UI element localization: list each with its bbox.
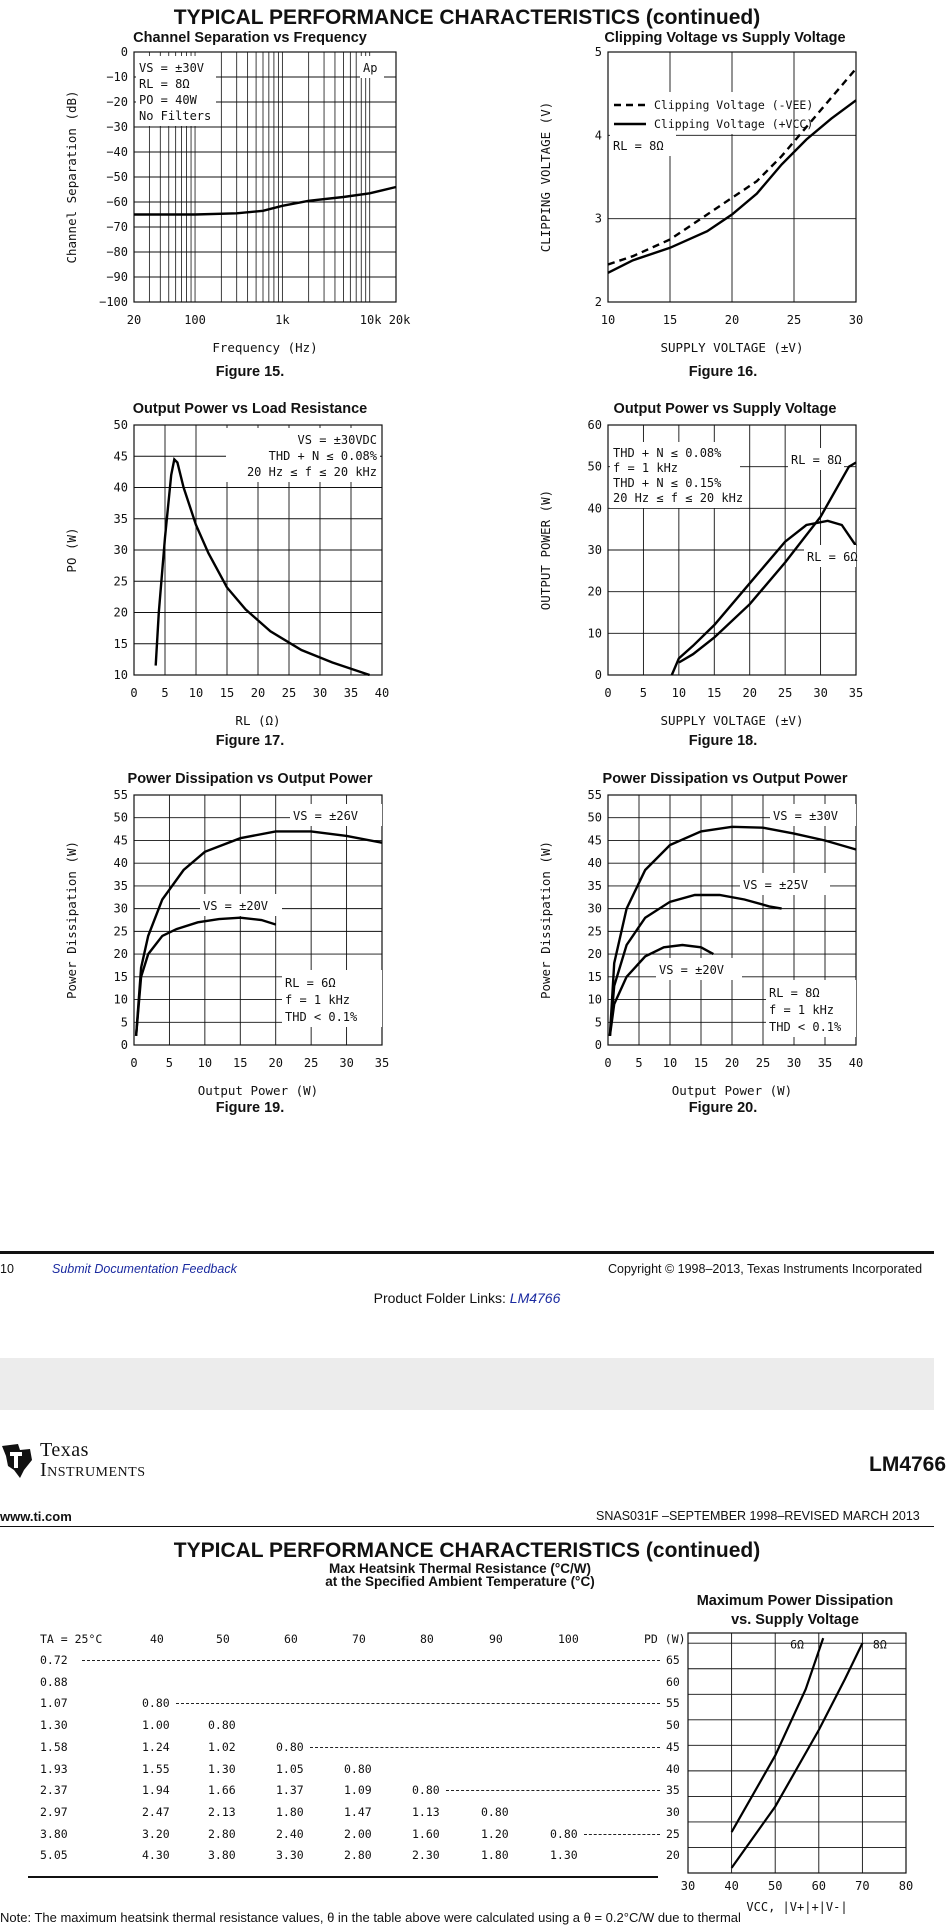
table-cell-pd: 60: [666, 1674, 680, 1689]
fig20-annotation: VS = ±30V: [773, 809, 839, 823]
table-cell: 1.47: [344, 1804, 372, 1819]
fig20-y-tick-label: 15: [587, 969, 602, 984]
fig15-y-tick-label: −30: [106, 120, 128, 134]
fig19-y-tick-label: 15: [113, 969, 128, 984]
fig19-annotation: VS = ±26V: [293, 809, 359, 823]
table-cell-pd: 40: [666, 1761, 680, 1776]
fig20-y-tick-label: 50: [587, 810, 602, 825]
fig19-y-tick-label: 5: [120, 1015, 128, 1030]
table-cell-ta25: 2.37: [40, 1783, 68, 1798]
fig18-annotation: THD + N ≤ 0.15%: [613, 476, 722, 490]
fig19-annotation: RL = 6Ω: [285, 976, 336, 990]
table-cell: 2.47: [142, 1804, 170, 1819]
fig20-annotation: VS = ±20V: [659, 963, 725, 977]
fig20-x-tick-label: 20: [724, 1056, 740, 1070]
fig18-y-tick-label: 40: [587, 501, 602, 516]
table-cell: 2.80: [344, 1848, 372, 1863]
fig19-x-tick-label: 35: [374, 1056, 390, 1070]
fig16-y-axis-label: CLIPPING VOLTAGE (V): [538, 101, 553, 253]
fig18-x-tick-label: 30: [813, 686, 828, 700]
fig16-annotation: RL = 8Ω: [613, 139, 664, 153]
table-cell-pd: 45: [666, 1739, 680, 1754]
fig18-x-tick-label: 35: [848, 686, 864, 700]
table-cell: 0.80: [412, 1783, 440, 1798]
fig18-x-tick-label: 10: [671, 686, 687, 700]
table-cell-pd: 30: [666, 1804, 680, 1819]
table-cell-ta25: 5.05: [40, 1848, 68, 1863]
fig17-x-tick-label: 30: [312, 686, 328, 700]
table-cell: 1.80: [481, 1848, 509, 1863]
table-cell: 2.13: [208, 1804, 236, 1819]
table-pd-header: PD (W): [644, 1632, 686, 1646]
table-cell-pd: 20: [666, 1848, 680, 1863]
fig15-y-axis-label: Channel Separation (dB): [64, 90, 79, 264]
fig18-y-tick-label: 20: [587, 584, 602, 599]
fig17-x-tick-label: 25: [281, 686, 297, 700]
product-folder-prefix: Product Folder Links:: [373, 1290, 510, 1306]
chart-title-fig19: Power Dissipation vs Output Power: [127, 771, 373, 787]
chart-title-fig18: Output Power vs Supply Voltage: [613, 401, 837, 417]
fig15-y-tick-label: −90: [106, 270, 128, 284]
figure-caption-19: Figure 19.: [215, 1100, 285, 1116]
fig18-x-axis-label: SUPPLY VOLTAGE (±V): [660, 713, 804, 728]
fig17-x-axis-label: RL (Ω): [235, 713, 281, 728]
fig19-x-tick-label: 15: [233, 1056, 248, 1070]
table-cell: 0.80: [344, 1761, 372, 1776]
fig20-y-tick-label: 45: [587, 833, 602, 848]
fig17-y-tick-label: 30: [113, 543, 128, 557]
side-chart-series-label: 8Ω: [872, 1637, 887, 1652]
fig20-annotation: VS = ±25V: [743, 878, 809, 892]
side-chart-series-line-1: [732, 1643, 863, 1868]
fig20-y-tick-label: 40: [587, 856, 602, 871]
table-cell: 1.02: [208, 1739, 236, 1754]
table-column-header: 60: [284, 1632, 298, 1646]
fig15-y-tick-label: −70: [106, 220, 128, 234]
fig15-x-tick-label: 1k: [275, 313, 290, 327]
table-cell-pd: 25: [666, 1826, 680, 1841]
table-cell: 1.05: [276, 1761, 304, 1776]
side-chart-x-tick-label: 30: [680, 1879, 696, 1893]
fig20-x-tick-label: 10: [662, 1056, 678, 1070]
fig16-x-tick-label: 20: [724, 313, 740, 327]
fig19-x-axis-label: Output Power (W): [197, 1083, 319, 1098]
fig15-y-tick-label: 0: [120, 45, 128, 59]
fig15-annotation: No Filters: [139, 109, 212, 123]
fig15-x-tick-label: 20: [126, 313, 142, 327]
fig17-x-tick-label: 40: [374, 686, 390, 700]
fig18-series-line-1: [672, 521, 856, 675]
thermal-note: Note: The maximum heatsink thermal resistance values, θ in the table above were calculated using a θ = 0.2°C/W due to thermal: [0, 1910, 741, 1925]
side-chart-series-label: 6Ω: [790, 1637, 804, 1652]
table-cell-pd: 55: [666, 1696, 680, 1711]
side-chart-x-tick-label: 40: [724, 1879, 739, 1893]
fig15-y-tick-label: −50: [106, 170, 128, 184]
side-chart-x-axis-label: VCC, |V+|+|V-|: [746, 1900, 848, 1914]
chart-title-fig15: Channel Separation vs Frequency: [133, 30, 367, 46]
fig20-x-tick-label: 15: [693, 1056, 709, 1070]
table-cell-pd: 65: [666, 1653, 680, 1667]
fig19-y-tick-label: 20: [113, 947, 128, 962]
part-number: LM4766: [869, 1453, 946, 1476]
datasheet-page-11: [0, 1410, 946, 1925]
fig16-y-tick-label: 5: [594, 45, 602, 59]
table-cell: 2.30: [412, 1848, 440, 1863]
fig17-y-tick-label: 35: [113, 511, 128, 526]
table-column-header: 50: [216, 1632, 230, 1646]
fig20-y-tick-label: 30: [587, 901, 602, 916]
fig19-y-tick-label: 10: [113, 992, 128, 1007]
table-cell: 1.24: [142, 1739, 170, 1754]
table-cell: 2.00: [344, 1826, 372, 1841]
table-cell-pd: 35: [666, 1783, 680, 1798]
table-cell: 1.37: [276, 1783, 304, 1798]
figure-caption-15: Figure 15.: [215, 364, 285, 380]
fig18-y-axis-label: OUTPUT POWER (W): [538, 489, 553, 611]
fig18-y-tick-label: 10: [587, 626, 602, 641]
chart-title-fig20: Power Dissipation vs Output Power: [602, 771, 848, 787]
table-column-header: 80: [420, 1632, 434, 1646]
fig18-x-tick-label: 5: [639, 686, 648, 700]
fig18-annotation: 20 Hz ≤ f ≤ 20 kHz: [613, 491, 744, 505]
fig17-y-tick-label: 10: [113, 668, 128, 682]
fig17-y-axis-label: PO (W): [64, 527, 79, 573]
table-cell-ta25: 1.07: [40, 1696, 68, 1711]
fig19-y-tick-label: 0: [120, 1038, 128, 1052]
fig20-y-tick-label: 25: [587, 924, 602, 939]
fig19-y-tick-label: 30: [113, 901, 128, 916]
fig16-y-tick-label: 3: [594, 211, 602, 226]
fig17-x-tick-label: 10: [188, 686, 204, 700]
feedback-link[interactable]: Submit Documentation Feedback: [52, 1262, 237, 1276]
fig18-x-tick-label: 25: [777, 686, 793, 700]
fig16-legend-label: Clipping Voltage (+VCC): [654, 117, 814, 131]
table-cell: 3.20: [142, 1826, 170, 1841]
table-cell: 1.09: [344, 1783, 372, 1798]
fig17-x-tick-label: 35: [343, 686, 359, 700]
table-cell-ta25: 3.80: [40, 1826, 68, 1841]
fig20-y-tick-label: 10: [587, 992, 602, 1007]
fig15-x-tick-label: 10k 20k: [359, 313, 411, 327]
logo-line1: Texas: [40, 1439, 89, 1461]
fig17-series-line-0: [156, 459, 370, 675]
fig19-annotation: THD < 0.1%: [285, 1010, 358, 1024]
fig16-y-tick-label: 4: [594, 128, 602, 143]
copyright: Copyright © 1998–2013, Texas Instruments Incorporated: [608, 1262, 923, 1276]
fig20-x-tick-label: 5: [635, 1056, 643, 1070]
table-title-line2: at the Specified Ambient Temperature (°C): [325, 1574, 595, 1589]
table-cell-ta25: 1.30: [40, 1718, 68, 1733]
table-cell-pd: 50: [666, 1718, 680, 1733]
table-cell-ta25: 0.72: [40, 1653, 68, 1667]
table-cell: 2.80: [208, 1826, 236, 1841]
side-chart-x-tick-label: 70: [855, 1879, 870, 1893]
fig20-y-tick-label: 0: [594, 1038, 602, 1052]
fig17-x-tick-label: 15: [219, 686, 235, 700]
table-cell-ta25: 2.97: [40, 1804, 68, 1819]
fig20-annotation: f = 1 kHz: [769, 1003, 835, 1017]
table-cell: 0.80: [276, 1739, 304, 1754]
fig18-y-tick-label: 50: [587, 459, 602, 474]
fig15-annotation: Ap: [363, 61, 378, 75]
fig15-y-tick-label: −60: [106, 195, 128, 209]
table-cell: 1.55: [142, 1761, 170, 1776]
product-link[interactable]: LM4766: [509, 1290, 561, 1306]
fig18-x-tick-label: 15: [707, 686, 722, 700]
fig20-y-tick-label: 5: [594, 1015, 602, 1030]
table-title-line1: Max Heatsink Thermal Resistance (°C/W): [329, 1561, 591, 1576]
fig17-annotation: THD + N ≤ 0.08%: [268, 449, 377, 463]
fig16-x-axis-label: SUPPLY VOLTAGE (±V): [660, 340, 804, 355]
fig18-x-tick-label: 0: [604, 686, 612, 700]
fig19-x-tick-label: 0: [130, 1056, 138, 1070]
page-heading: TYPICAL PERFORMANCE CHARACTERISTICS (continued): [173, 6, 761, 29]
table-cell: 4.30: [142, 1848, 170, 1863]
fig16-x-tick-label: 30: [848, 313, 864, 327]
fig18-y-tick-label: 0: [594, 668, 602, 682]
fig20-annotation: RL = 8Ω: [769, 986, 820, 1000]
fig15-annotation: PO = 40W: [139, 93, 197, 107]
fig20-x-tick-label: 30: [786, 1056, 802, 1070]
table-cell: 1.13: [412, 1804, 440, 1819]
figure-caption-18: Figure 18.: [688, 733, 758, 749]
table-cell: 0.80: [481, 1804, 509, 1819]
figure-caption-20: Figure 20.: [688, 1100, 758, 1116]
fig17-x-tick-label: 20: [250, 686, 266, 700]
fig15-x-tick-label: 100: [184, 313, 206, 327]
table-cell: 1.30: [208, 1761, 236, 1776]
page-gap: [0, 1358, 934, 1410]
fig19-y-tick-label: 40: [113, 856, 128, 871]
side-chart-x-tick-label: 80: [898, 1879, 914, 1893]
fig20-x-tick-label: 25: [755, 1056, 771, 1070]
fig20-y-tick-label: 20: [587, 947, 602, 962]
logo-line2: Instruments: [40, 1459, 146, 1481]
fig15-annotation: RL = 8Ω: [139, 77, 190, 91]
fig17-y-tick-label: 45: [113, 449, 128, 464]
fig19-y-tick-label: 45: [113, 833, 128, 848]
fig16-legend-label: Clipping Voltage (-VEE): [654, 98, 814, 112]
fig19-x-tick-label: 25: [303, 1056, 319, 1070]
side-chart-title-line2: vs. Supply Voltage: [731, 1612, 859, 1628]
table-cell: 1.30: [550, 1848, 578, 1863]
fig16-x-tick-label: 25: [786, 313, 802, 327]
table-cell: 1.94: [142, 1783, 170, 1798]
fig18-annotation: THD + N ≤ 0.08%: [613, 446, 722, 460]
table-ta25-header: TA = 25°C: [40, 1632, 103, 1646]
table-cell: 0.80: [208, 1718, 236, 1733]
fig19-x-tick-label: 5: [165, 1056, 174, 1070]
fig15-y-tick-label: −20: [106, 95, 128, 109]
table-cell: 1.60: [412, 1826, 440, 1841]
fig20-x-axis-label: Output Power (W): [671, 1083, 793, 1098]
fig15-y-tick-label: −40: [106, 145, 128, 159]
fig15-x-axis-label: Frequency (Hz): [212, 340, 318, 355]
figure-caption-17: Figure 17.: [215, 733, 285, 749]
fig20-y-tick-label: 35: [587, 878, 602, 893]
fig17-y-tick-label: 20: [113, 605, 128, 620]
table-cell-ta25: 1.58: [40, 1739, 68, 1754]
fig16-x-tick-label: 10: [600, 313, 616, 327]
fig15-y-tick-label: −80: [106, 245, 128, 259]
fig15-y-tick-label: −100: [99, 295, 128, 309]
fig17-annotation: 20 Hz ≤ f ≤ 20 kHz: [246, 465, 377, 479]
fig19-y-axis-label: Power Dissipation (W): [64, 840, 79, 1000]
fig17-x-tick-label: 0: [130, 686, 138, 700]
fig18-annotation: RL = 6Ω: [807, 550, 858, 564]
table-cell: 1.20: [481, 1826, 509, 1841]
fig19-x-tick-label: 30: [339, 1056, 354, 1070]
fig18-x-tick-label: 20: [742, 686, 757, 700]
fig19-annotation: VS = ±20V: [203, 899, 269, 913]
table-cell: 2.40: [276, 1826, 304, 1841]
fig18-y-tick-label: 30: [587, 543, 602, 557]
fig16-x-tick-label: 15: [662, 313, 678, 327]
fig20-annotation: THD < 0.1%: [769, 1020, 842, 1034]
fig18-y-tick-label: 60: [587, 418, 602, 432]
website[interactable]: www.ti.com: [0, 1509, 72, 1524]
fig20-y-axis-label: Power Dissipation (W): [538, 840, 553, 1000]
chart-title-fig16: Clipping Voltage vs Supply Voltage: [604, 30, 846, 46]
table-cell: 1.00: [142, 1718, 170, 1733]
table-column-header: 100: [558, 1632, 579, 1646]
fig20-x-tick-label: 40: [848, 1056, 864, 1070]
fig17-y-tick-label: 40: [113, 480, 128, 495]
fig17-y-tick-label: 15: [113, 636, 128, 651]
table-column-header: 70: [352, 1632, 366, 1646]
fig16-y-tick-label: 2: [594, 295, 602, 309]
table-column-header: 90: [489, 1632, 503, 1646]
table-cell-ta25: 1.93: [40, 1761, 68, 1776]
fig18-annotation: RL = 8Ω: [791, 453, 842, 467]
table-cell: 1.80: [276, 1804, 304, 1819]
footer-rule: [0, 1251, 934, 1254]
fig19-y-tick-label: 50: [113, 810, 128, 825]
table-column-header: 40: [150, 1632, 164, 1646]
fig15-series-line-0: [134, 187, 396, 215]
fig20-x-tick-label: 35: [817, 1056, 833, 1070]
table-cell: 3.80: [208, 1848, 236, 1863]
side-chart-title-line1: Maximum Power Dissipation: [696, 1593, 894, 1609]
doc-id: SNAS031F –SEPTEMBER 1998–REVISED MARCH 2013: [596, 1509, 920, 1523]
fig19-y-tick-label: 25: [113, 924, 128, 939]
chart-title-fig17: Output Power vs Load Resistance: [132, 401, 368, 417]
side-chart-canvas: [0, 1410, 934, 1920]
fig19-y-tick-label: 35: [113, 878, 128, 893]
figure-caption-16: Figure 16.: [688, 364, 758, 380]
table-cell: 0.80: [550, 1826, 578, 1841]
fig17-annotation: VS = ±30VDC: [297, 433, 377, 447]
product-folder-links: [0, 1290, 934, 1306]
fig19-x-tick-label: 10: [197, 1056, 213, 1070]
page-number: 10: [0, 1262, 14, 1276]
fig19-annotation: f = 1 kHz: [285, 993, 351, 1007]
fig18-annotation: f = 1 kHz: [613, 461, 679, 475]
fig20-x-tick-label: 0: [604, 1056, 612, 1070]
table-cell-ta25: 0.88: [40, 1674, 68, 1689]
fig19-y-tick-label: 55: [113, 788, 128, 802]
side-chart-x-tick-label: 60: [811, 1879, 827, 1893]
table-cell: 3.30: [276, 1848, 304, 1863]
fig19-x-tick-label: 20: [268, 1056, 283, 1070]
side-chart-x-tick-label: 50: [767, 1879, 783, 1893]
table-cell: 1.66: [208, 1783, 236, 1798]
fig15-y-tick-label: −10: [106, 70, 128, 84]
table-cell: 0.80: [142, 1696, 170, 1711]
fig15-annotation: VS = ±30V: [139, 61, 205, 75]
fig17-x-tick-label: 5: [161, 686, 169, 700]
fig17-y-tick-label: 50: [113, 418, 128, 432]
page-heading-2: TYPICAL PERFORMANCE CHARACTERISTICS (continued): [173, 1539, 761, 1562]
fig17-y-tick-label: 25: [113, 574, 128, 589]
fig20-y-tick-label: 55: [587, 788, 602, 802]
